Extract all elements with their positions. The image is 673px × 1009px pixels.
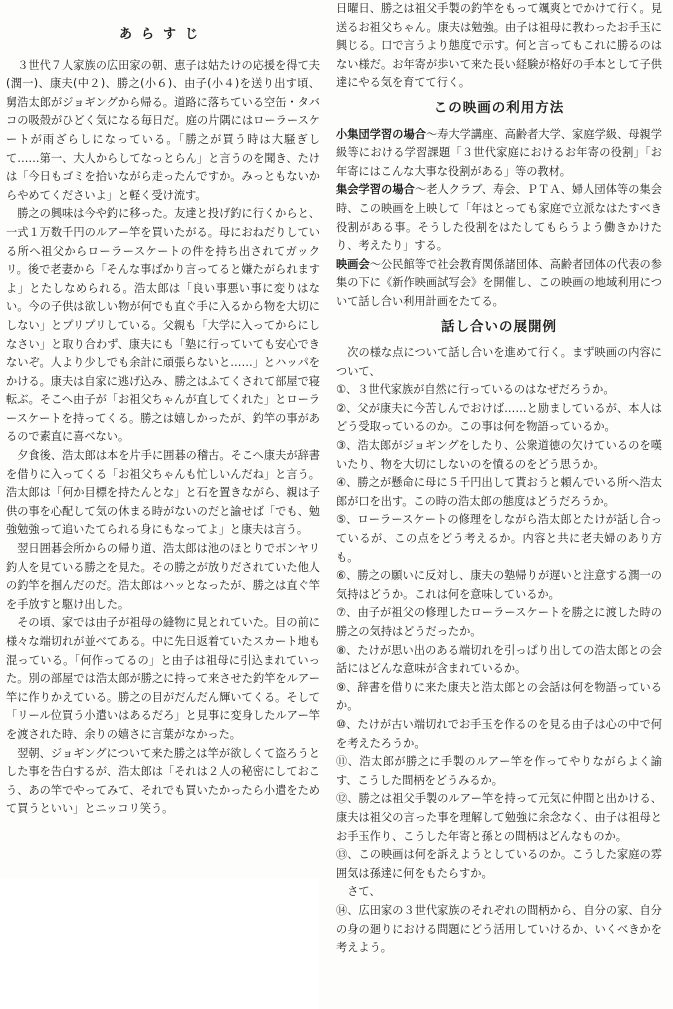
synopsis-paragraph: 勝之の興味は今や釣に移った。友達と投げ釣に行くからと、一式１万数千円のルアー竿を買いたがる。母におねだりしている所へ祖父からローラースケートの件を持ち出されてガックリ。後で老妻から「そんな事ばかり言ってると嫌たがられますよ」とたしなめられる。浩太郎は「良い事悪い事に変りはない。今の子供は欲しい物が何でも直ぐ手に入るから物を大切にしない」とプリプリしている。父親も「大学に入ってからにしなさい」と取り合わず、康夫にも「塾に行っていても安心できないぞ。人より少しでも余計に頑張らないと……」とハッパをかける。康夫は自家に逃げ込み、勝之はふてくされて部屋で寝転ぶ。そこへ由子が「お祖父ちゃんが直してくれた」とローラースケートを持ってくる。勝之は嬉しかったが、釣竿の事があるので素直に喜べない。 (6, 207, 320, 444)
usage-item-label: 集会学習の場合 (336, 183, 415, 197)
discussion-final-item: ⑭、広田家の３世代家族のそれぞれの間柄から、自分の家、自分の身の廻りにおける問題にどう活用していけるか、いくべきかを考えよう。 (336, 903, 662, 955)
discussion-item: ⑨、辞書を借りに来た康夫と浩太郎との会話は何を物語っているか。 (336, 680, 662, 713)
discussion-intro: 次の様な点について話し合いを進めて行く。まず映画の内容について、 (336, 346, 662, 378)
discussion-item: ①、３世代家族が自然に行っているのはなぜだろうか。 (336, 383, 615, 397)
discussion-item: ⑪、浩太郎が勝之に手製のルアー竿を作ってやりながらよく諭す、こうした間柄をどうみるか。 (336, 755, 662, 787)
discussion-transition: さて、 (347, 885, 381, 899)
usage-heading: この映画の利用方法 (433, 99, 565, 116)
synopsis-paragraph: その頃、家では由子が祖母の縫物に見とれていた。目の前に様々な端切れが並べてある。中に先日返着ていたスカート地も混っている。「何作ってるの」と由子は祖母に引込まれていった。別の部屋では浩太郎が勝之に持って来させた釣竿をルアー竿に作りかえている。勝之の目がだんだん輝いてくる。そして「リール位買う小遣いはあるだろ」と見事に変身したルアー竿を渡された時、余りの嬉さに言葉がなかった。 (6, 616, 320, 741)
discussion-item: ⑬、この映画は何を訴えようとしているのか。こうした家庭の雰囲気は孫達に何をもたらすか。 (336, 848, 662, 880)
right-column (336, 0, 662, 958)
usage-item-text: 〜寿大学講座、高齢者大学、家庭学級、母親学級等における学習課題「３世代家庭におけるお年寄の役割」「お年寄にはこんな大事な役割がある」等の教材。 (336, 127, 662, 178)
usage-item-label: 小集団学習の場合 (336, 127, 426, 141)
synopsis-paragraph-continued: 日曜日、勝之は祖父手製の釣竿をもって颯爽とでかけて行く。見送るお祖父ちゃん。康夫は勉強。由子は祖母に教わったお手玉に興じる。口で言うより態度で示す。何と言ってもこれに勝るのはない様だ。お年寄が歩いて来た長い経験が格好の手本として子供達にやる気を育てて行く。 (336, 2, 662, 90)
discussion-item: ⑩、たけが古い端切れでお手玉を作るのを見る由子は心の中で何を考えたろうか。 (336, 717, 662, 750)
discussion-item: ③、浩太郎がジョギングをしたり、公衆道徳の欠けているのを嘆いたり、物を大切にしないのを憤るのをどう思うか。 (336, 439, 662, 471)
usage-item (336, 256, 662, 312)
discussion-item: ⑥、勝之の願いに反対し、康夫の塾帰りが遅いと注意する潤一の気持はどうか。これは何を意味しているか。 (336, 569, 662, 601)
synopsis-paragraph: ３世代７人家族の広田家の朝、恵子は姑たけの応援を得て夫(潤一)、康夫(中２)、勝之(小６)、由子(小４)を送り出す頃、舅浩太郎がジョギングから帰る。道路に落ちている空缶・タバコの吸殻がひどく気になる毎日だ。庭の片隅にはローラースケートが雨ざらしになっている。「勝之が買う時は大騒ぎして……第一、大人からしてなっとらん」と言うのを聞き、たけは「今日もゴミを拾いながら走ったんですか。みっともないからやめてくださいよ」と軽く受け流す。 (6, 58, 320, 202)
discussion-item: ④、勝之が懸命に母に５千円出して貰おうと頼んでいる所へ浩太郎が口を出す。この時の浩太郎の態度はどうだろうか。 (336, 476, 662, 508)
left-column (6, 0, 320, 819)
synopsis-title: あらすじ (118, 27, 207, 42)
usage-item-text: 〜公民館等で社会教育関係諸団体、高齢者団体の代表の参集の下に《新作映画試写会》を開催し、この映画の地域利用について話し合い利用計画をたてる。 (336, 257, 662, 308)
discussion-item: ⑧、たけが思い出のある端切れを引っぱり出しての浩太郎との会話にはどんな意味が含まれているか。 (336, 643, 662, 676)
synopsis-paragraph: 夕食後、浩太郎は本を片手に囲碁の稽古。そこへ康夫が辞書を借りに入ってくる「お祖父ちゃんも忙しいんだね」と言う。浩太郎は「何か目標を持たんとな」と石を置きながら、親は子供の事を心配して気の休まる時がないのだと諭せば「でも、勉強勉強って追いたてられる身にもなってよ」と康夫は言う。 (6, 449, 320, 537)
blank-area (0, 878, 318, 1009)
usage-item-text: 〜老人クラブ、寿会、ＰＴＡ、婦人団体等の集会時、この映画を上映して「年はとっても家庭で立派なはたすべき役割がある事。そうした役割をはたしてもらうよう働きかけたり、考えたり」する。 (336, 183, 662, 253)
usage-item (336, 126, 662, 182)
discussion-item: ⑫、勝之は祖父手製のルアー竿を持って元気に仲間と出かける、康夫は祖父の言った事を理解して勉強に余念なく、由子は祖母とお手玉作り、こうした年寄と孫との間柄はどんなものか。 (336, 792, 662, 843)
synopsis-paragraph: 翌朝、ジョギングについて来た勝之は竿が欲しくて盗ろうとした事を告白するが、浩太郎は「それは２人の秘密にしておこう、あの竿でやってみて、それでも買いたかったら小遣をためて買うといい」とニッコリ笑う。 (6, 746, 320, 816)
discussion-item: ②、父が康夫に今苦しんでおけば……と励ましているが、本人はどう受取っているのか。この事は何を物語っているか。 (336, 401, 662, 434)
discussion-item: ⑦、由子が祖父の修理したローラースケートを勝之に渡した時の勝之の気持はどうだったか。 (336, 606, 662, 638)
usage-item (336, 181, 662, 255)
discussion-item: ⑤、ローラースケートの修理をしながら浩太郎とたけが話し合っているが、この点をどう考えるか。内容と共に老夫婦のあり方も。 (336, 513, 662, 564)
discussion-heading: 話し合いの展開例 (441, 318, 557, 335)
synopsis-paragraph: 翌日囲碁会所からの帰り道、浩太郎は池のほとりでボンヤリ釣人を見ている勝之を見た。その勝之が放りだされていた他人の釣竿を掴んだのだ。浩太郎はハッとなったが、勝之は直ぐ竿を手放すと駆け出した。 (6, 542, 320, 611)
usage-item-label: 映画会 (336, 257, 370, 271)
